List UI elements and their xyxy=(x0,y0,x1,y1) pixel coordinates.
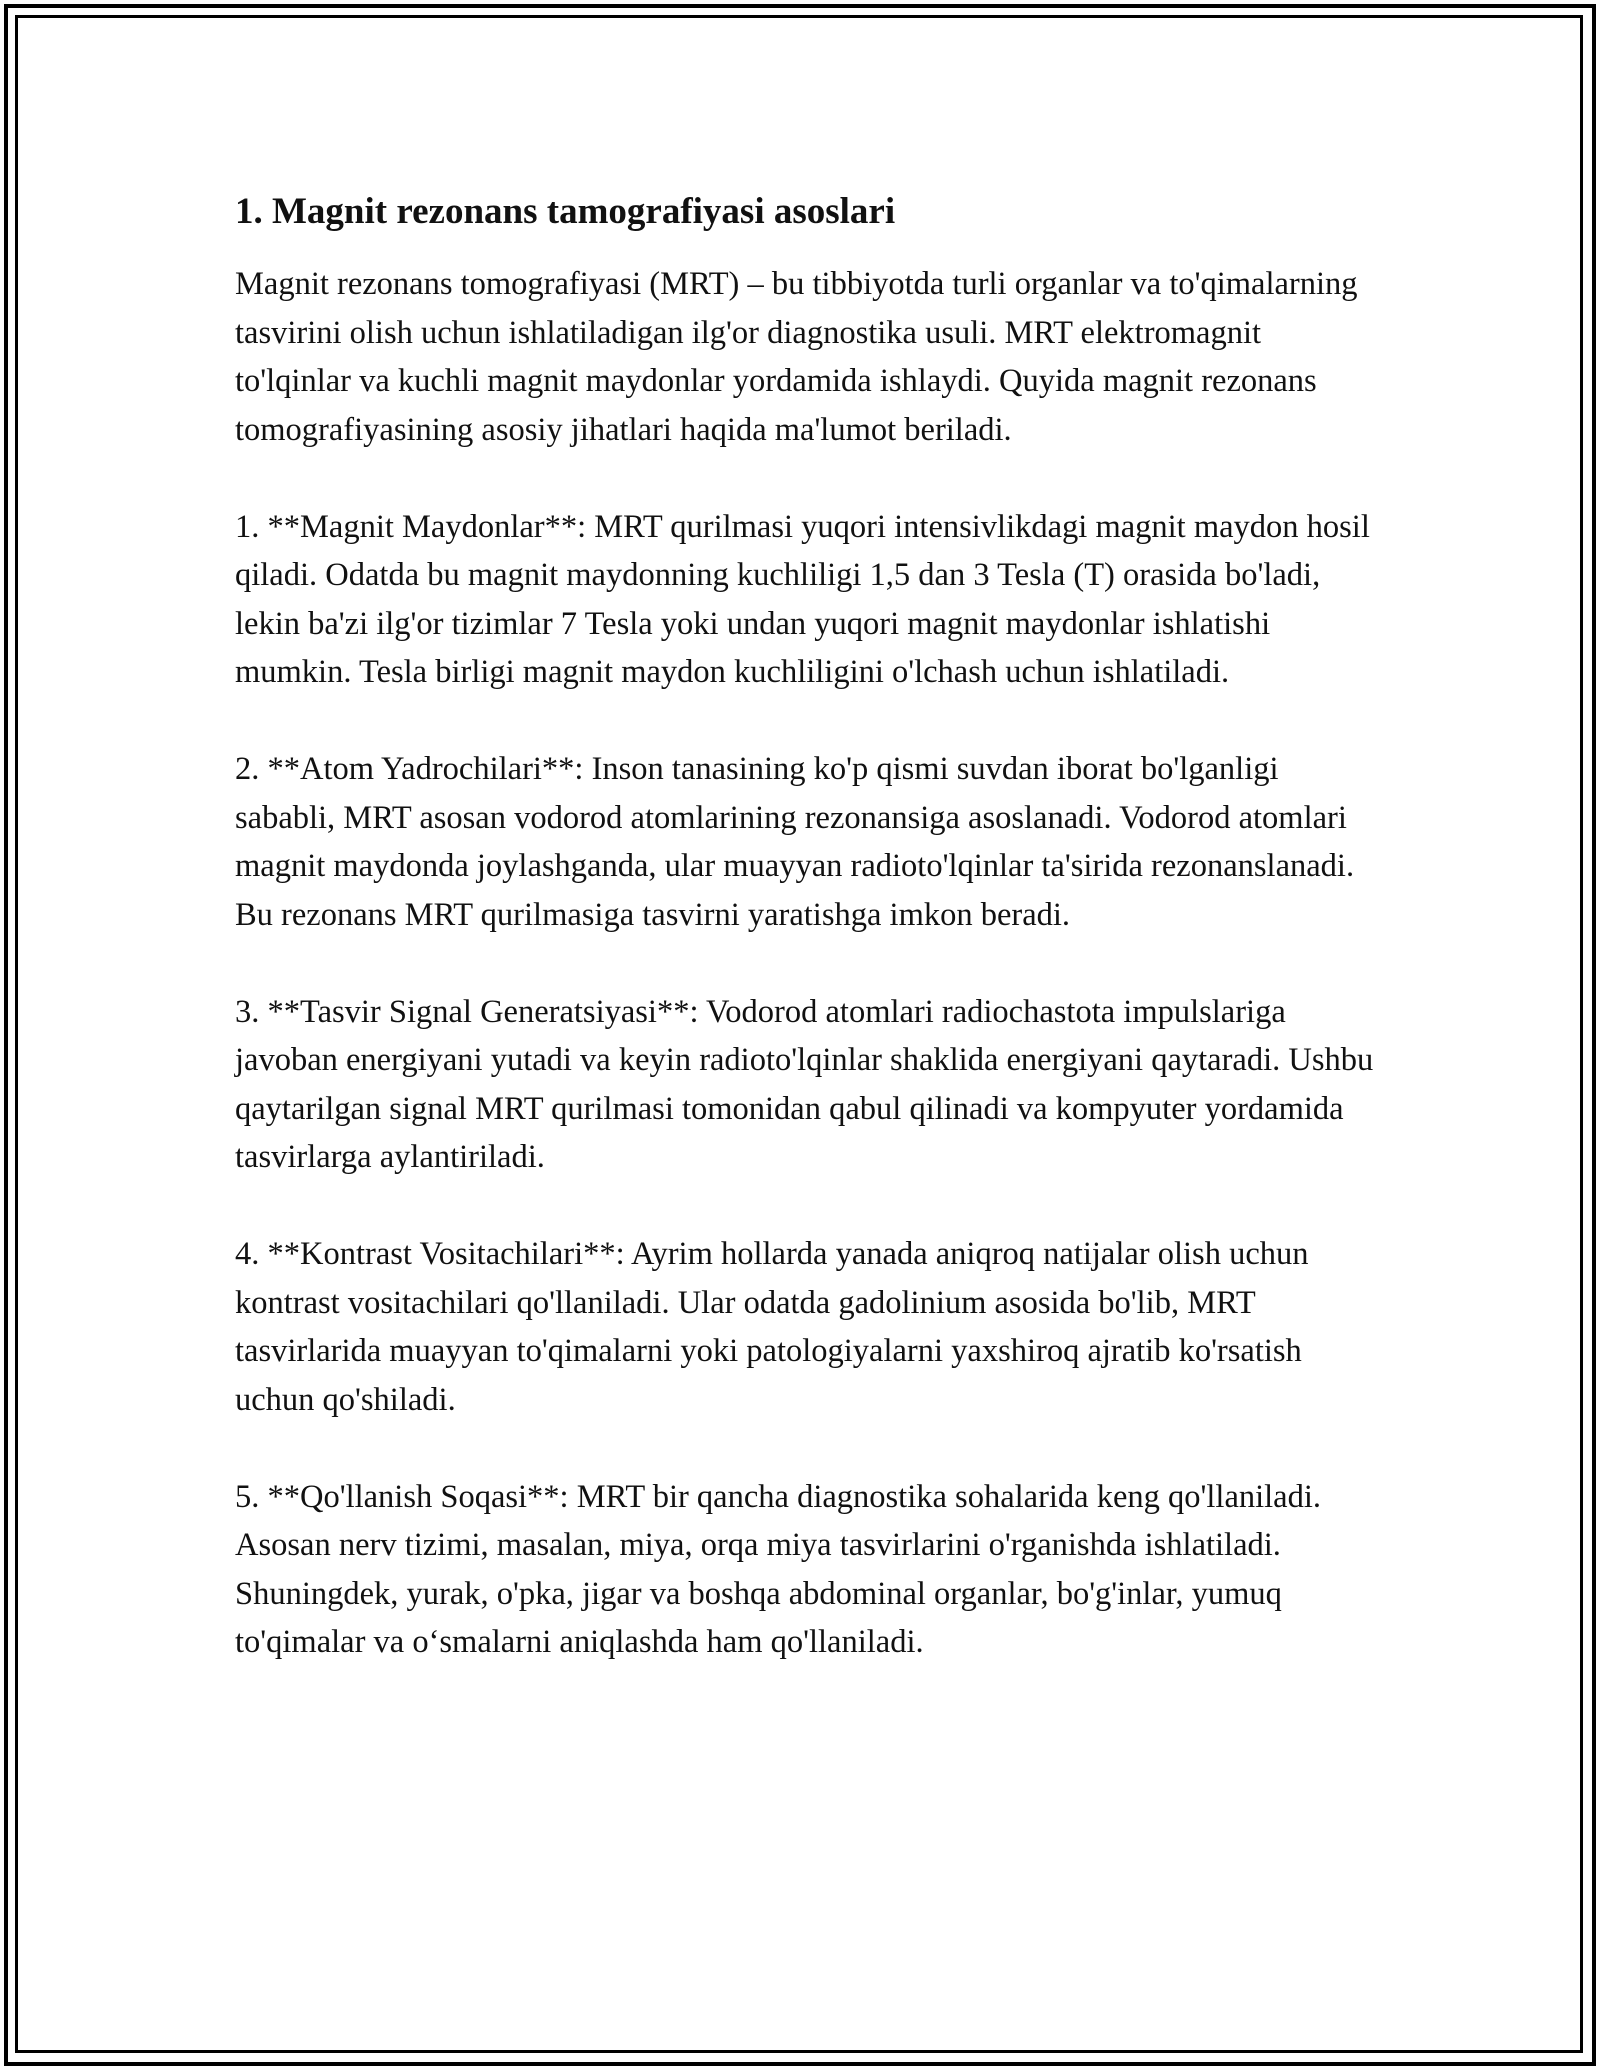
document-title: 1. Magnit rezonans tamografiyasi asoslari xyxy=(235,191,896,232)
paragraph-atomic-nuclei: 2. **Atom Yadrochilari**: Inson tanasining ko'p qismi suvdan iborat bo'lganligi sababli, MRT asosan vodorod atomlarining rezonansiga asoslanadi. Vodorod atomlari magnit maydonda joylashganda, ular muayyan radioto'lqinlar ta'sirida rezonanslanadi. Bu rezonans MRT qurilmasiga tasvirni yaratishga imkon beradi. xyxy=(235,751,1355,933)
paragraph-applications: 5. **Qo'llanish Soqasi**: MRT bir qancha diagnostika sohalarida keng qo'llaniladi. Asosan nerv tizimi, masalan, miya, orqa miya tasvirlarini o'rganishda ishlatiladi. Shuningdek, yurak, o'pka, jigar va boshqa abdominal organlar, bo'g'inlar, yumuq to'qimalar va o‘smalarni aniqlashda ham qo'llaniladi. xyxy=(235,1478,1322,1660)
paragraph-magnetic-fields: 1. **Magnit Maydonlar**: MRT qurilmasi yuqori intensivlikdagi magnit maydon hosil qiladi. Odatda bu magnit maydonning kuchliligi 1,5 dan 3 Tesla (T) orasida bo'ladi, lekin ba'zi ilg'or tizimlar 7 Tesla yoki undan yuqori magnit maydonlar ishlatishi mumkin. Tesla birligi magnit maydon kuchliligini o'lchash uchun ishlatiladi. xyxy=(235,508,1370,690)
paragraph-signal-generation: 3. **Tasvir Signal Generatsiyasi**: Vodorod atomlari radiochastota impulslariga javoban energiyani yutadi va keyin radioto'lqinlar shaklida energiyani qaytaradi. Ushbu qaytarilgan signal MRT qurilmasi tomonidan qabul qilinadi va kompyuter yordamida tasvirlarga aylantiriladi. xyxy=(235,993,1374,1175)
document-body xyxy=(235,188,1375,1715)
intro-paragraph: Magnit rezonans tomografiyasi (MRT) – bu tibbiyotda turli organlar va to'qimalarning tasvirini olish uchun ishlatiladigan ilg'or diagnostika usuli. MRT elektromagnit to'lqinlar va kuchli magnit maydonlar yordamida ishlaydi. Quyida magnit rezonans tomografiyasining asosiy jihatlari haqida ma'lumot beriladi. xyxy=(235,266,1358,448)
paragraph-contrast-agents: 4. **Kontrast Vositachilari**: Ayrim hollarda yanada aniqroq natijalar olish uchun kontrast vositachilari qo'llaniladi. Ular odatda gadolinium asosida bo'lib, MRT tasvirlarida muayyan to'qimalarni yoki patologiyalarni yaxshiroq ajratib ko'rsatish uchun qo'shiladi. xyxy=(235,1236,1309,1418)
